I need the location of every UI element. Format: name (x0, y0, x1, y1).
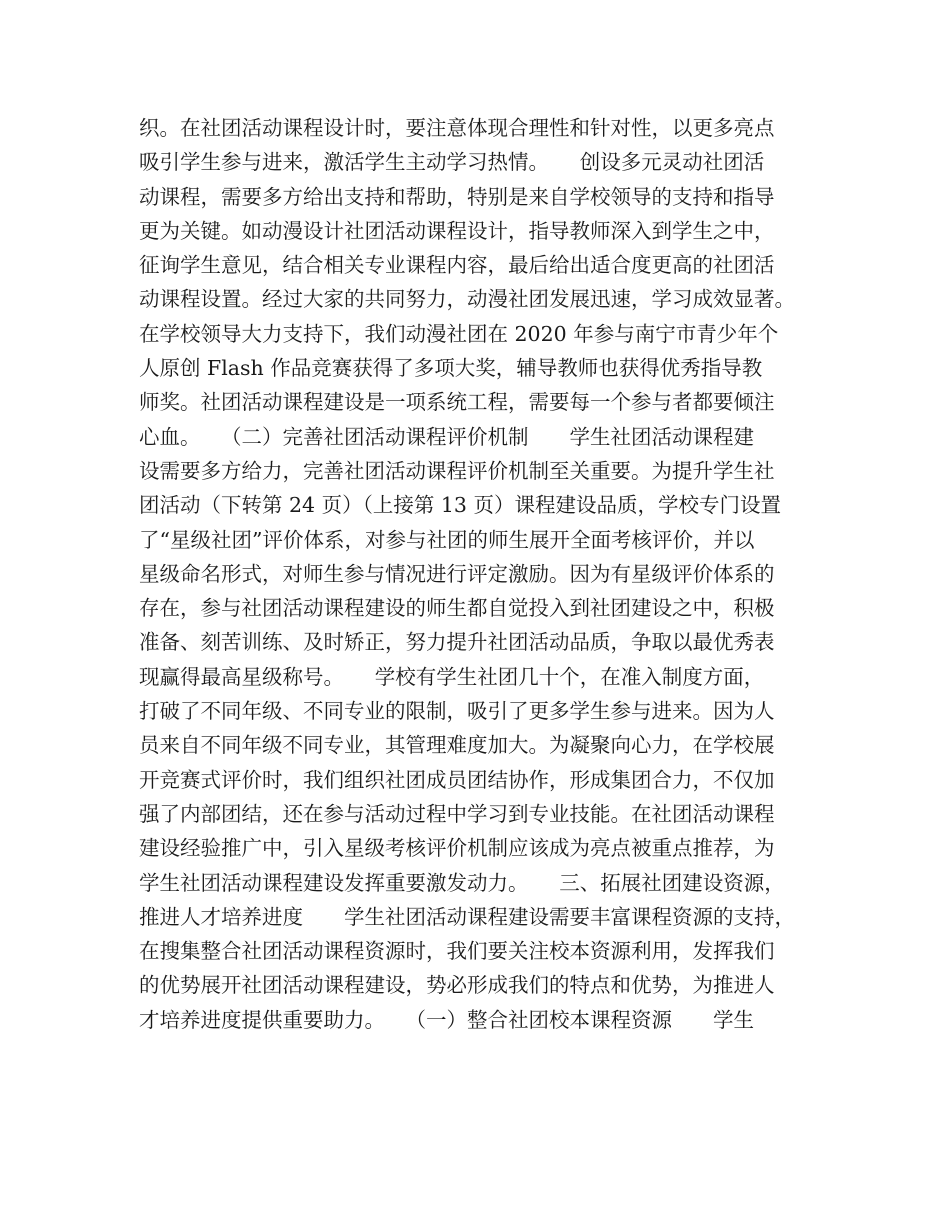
text-line: 才培养进度提供重要助力。 （一）整合社团校本课程资源 学生 (139, 1007, 754, 1032)
text-line: 建设经验推广中，引入星级考核评价机制应该成为亮点被重点推荐，为 (139, 836, 775, 861)
text-line: 强了内部团结，还在参与活动过程中学习到专业技能。在社团活动课程 (139, 801, 775, 826)
text-line: 在学校领导大力支持下，我们动漫社团在 2020 年参与南宁市青少年个 (139, 321, 779, 346)
text-line: 动课程，需要多方给出支持和帮助，特别是来自学校领导的支持和指导 (139, 184, 775, 209)
text-line: 推进人才培养进度 学生社团活动课程建设需要丰富课程资源的支持， (139, 904, 795, 929)
text-line: 存在，参与社团活动课程建设的师生都自觉投入到社团建设之中，积极 (139, 596, 775, 621)
text-line: 团活动（下转第 24 页）（上接第 13 页）课程建设品质，学校专门设置 (139, 493, 781, 518)
text-line: 师奖。社团活动课程建设是一项系统工程，需要每一个参与者都要倾注 (139, 390, 775, 415)
text-line: 开竞赛式评价时，我们组织社团成员团结协作，形成集团合力，不仅加 (139, 767, 775, 792)
text-line: 学生社团活动课程建设发挥重要激发动力。 三、拓展社团建设资源， (139, 870, 785, 895)
text-line: 更为关键。如动漫设计社团活动课程设计，指导教师深入到学生之中， (139, 218, 775, 243)
text-line: 星级命名形式，对师生参与情况进行评定激励。因为有星级评价体系的 (139, 561, 775, 586)
text-line: 动课程设置。经过大家的共同努力，动漫社团发展迅速，学习成效显著。 (139, 287, 795, 312)
text-line: 征询学生意见，结合相关专业课程内容，最后给出适合度更高的社团活 (139, 253, 775, 278)
text-line: 在搜集整合社团活动课程资源时，我们要关注校本资源利用，发挥我们 (139, 939, 775, 964)
text-line: 的优势展开社团活动课程建设，势必形成我们的特点和优势，为推进人 (139, 973, 775, 998)
text-line: 织。在社团活动课程设计时，要注意体现合理性和针对性，以更多亮点 (139, 116, 775, 140)
text-line: 设需要多方给力，完善社团活动课程评价机制至关重要。为提升学生社 (139, 458, 775, 483)
body-text (139, 111, 829, 1037)
text-line: 心血。 （二）完善社团活动课程评价机制 学生社团活动课程建 (139, 424, 754, 449)
text-line: 吸引学生参与进来，激活学生主动学习热情。 创设多元灵动社团活 (139, 150, 765, 175)
text-line: 人原创 Flash 作品竞赛获得了多项大奖，辅导教师也获得优秀指导教 (139, 356, 763, 381)
text-line: 打破了不同年级、不同专业的限制，吸引了更多学生参与进来。因为人 (139, 699, 775, 724)
text-line: 现赢得最高星级称号。 学校有学生社团几十个，在准入制度方面， (139, 664, 765, 689)
text-line: 员来自不同年级不同专业，其管理难度加大。为凝聚向心力，在学校展 (139, 733, 775, 758)
text-line: 准备、刻苦训练、及时矫正，努力提升社团活动品质，争取以最优秀表 (139, 630, 775, 655)
text-line: 了“星级社团”评价体系，对参与社团的师生展开全面考核评价，并以 (139, 527, 755, 552)
